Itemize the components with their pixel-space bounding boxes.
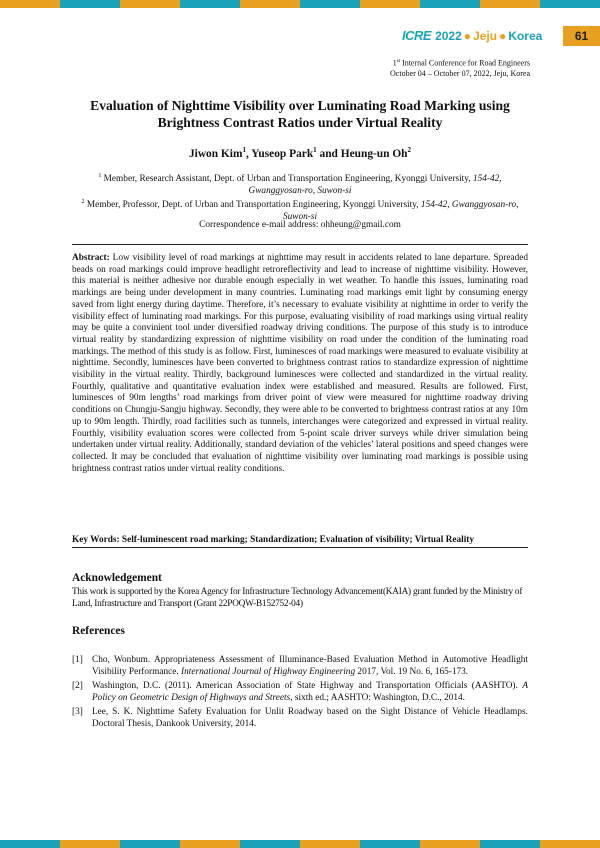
reference-number: [2]: [72, 681, 83, 691]
conf-ordinal: 1: [392, 58, 397, 68]
acknowledgement-text: This work is supported by the Korea Agency for Infrastructure Technology Advancement(KAIA) grant funded by the Ministry of Land, Infrastructure and Transport (Grant 22POQW-B152752-04): [72, 587, 523, 609]
reference-text: [92, 680, 528, 704]
affil-address: 154-42, Gwanggyosan-ro, Suwon-si: [248, 174, 502, 197]
reference-item: [72, 706, 528, 730]
author-name: Heung-un Oh: [340, 147, 408, 160]
keywords: Key Words: Self-luminescent road marking; Standardization; Evaluation of visibility; Virtual Reality: [72, 535, 475, 545]
conf-ordinal-suffix: st: [396, 59, 401, 64]
page-number-badge: 61: [563, 26, 600, 46]
icre-logo-mark: ICRE: [402, 28, 432, 43]
reference-body: Lee, S. K. Nighttime Safety Evaluation for Unlit Roadway based on the Sight Distance of Vehicle Headlamps. Doctoral Thesis, Dankook University, 2014.: [92, 707, 528, 729]
reference-number: [3]: [72, 707, 83, 717]
conference-city: Jeju: [473, 28, 498, 43]
affiliation-1: [72, 170, 528, 197]
reference-list: [72, 654, 528, 732]
acknowledgement-heading: Acknowledgement: [72, 572, 162, 584]
abstract-label: Abstract:: [72, 253, 110, 263]
affil-text: Member, Research Assistant, Dept. of Urban and Transportation Engineering, Kyonggi University,: [101, 174, 473, 185]
conf-dates: October 04 – October 07, 2022, Jeju, Korea: [390, 68, 530, 78]
conference-country: Korea: [508, 28, 543, 43]
bullet-dot-icon: ●: [463, 28, 472, 43]
bottom-color-stripe: [0, 840, 600, 848]
author-name: Yuseop Park: [251, 147, 314, 160]
reference-details: 2017, Vol. 19 No. 6, 165-173.: [355, 667, 469, 677]
abstract: [72, 253, 528, 475]
author-affil-sup: 1: [313, 146, 317, 154]
reference-source: International Journal of Highway Engineering: [181, 667, 356, 677]
references-heading: References: [72, 625, 125, 637]
divider: [72, 547, 528, 548]
author-separator: and: [316, 147, 341, 160]
affil-address: 154-42, Gwanggyosan-ro, Suwon-si: [282, 200, 519, 223]
conf-name: Internal Conference for Road Engineers: [400, 58, 530, 68]
author-affil-sup: 2: [407, 146, 412, 154]
reference-text: [92, 706, 528, 730]
author-affil-sup: 1: [242, 146, 246, 154]
bullet-dot-icon: ●: [499, 28, 507, 43]
author-list: [60, 146, 540, 160]
affil-text: Member, Professor, Dept. of Urban and Transportation Engineering, Kyonggi University,: [84, 200, 421, 211]
reference-item: [72, 680, 528, 704]
reference-item: [72, 654, 528, 678]
affil-sup: 1: [98, 173, 102, 179]
conference-logo: [402, 28, 542, 43]
divider: [72, 244, 528, 245]
reference-text: [92, 654, 528, 678]
reference-body: Washington, D.C. (2011). American Association of State Highway and Transportation Officials (AASHTO).: [92, 681, 523, 691]
author-name: Jiwon Kim: [188, 147, 243, 160]
reference-details: , sixth ed.; AASHTO: Washington, D.C., 2014.: [290, 693, 466, 703]
correspondence-email: Correspondence e-mail address: ohheung@gmail.com: [199, 220, 401, 230]
abstract-text: Low visibility level of road markings at nighttime may result in accidents related to lane departure. Spreaded beads on road markings could improve headlight retroreflectivity and lead to increase of nighttime visibility. However, this material is neither adhesive nor durable enough especially in wet weather. To handle this issues, luminating road markings are being under development in many countries. Luminating road markings emit light by consuming energy saved from light energy during daytime. Therefore, it’s necessary to evaluate visibility at nighttime in order to verify the visibility effect of luminating road markings. For this purpose, evaluating visibility of road markings using virtual reality may be quite a convinient tool under diversified roadway driving conditions. The purpose of this study is to introduce virtual reality by standardizing expression of nighttime visibility on road under the condition of the luminating road markings. The method of this study is as follow. First, luminesces of road markings were measured to evaluate visibility at nighttime. Secondly, luminesces have been converted to brightness contrast ratios to standardize expression of nighttime visibility in the virtual reality. Thirdly, background luminesces were collected and standardized in the virtual reality. Fourthly, qualitative and quantitative evaluation index were established and measured. Results are followed. First, luminesces of 90m lengths’ road markings from driver point of view were measured for nighttime roadway driving conditions on Chungju-Sangju highway. Secondly, they were able to be converted to brightness contrast ratios at any 10m up to 90m length. Thirdly, road facilities such as tunnels, interchanges were categorized and expressed in virtual reality. Fourthly, visibility evaluation scores were collected from 5-point scale driver surveys while driver simulation being undertaken under virtual reality. Additionally, standard deviation of the vehicles’ lateral positions and speed changes were collected. It may be concluded that evaluation of nighttime visibility over luminating road markings is possible using brightness contrast ratios under virtual reality conditions.: [72, 253, 528, 474]
affil-sup: 2: [81, 199, 85, 205]
conference-info: [390, 57, 530, 79]
conference-year: 2022: [435, 28, 462, 43]
author-separator: ,: [245, 147, 252, 160]
reference-number: [1]: [72, 655, 83, 665]
top-color-stripe: [0, 0, 600, 8]
reference-source: A Policy on Geometric Design of Highways and Streets: [92, 681, 528, 703]
reference-body: Cho, Wonbum. Appropriateness Assessment of Illuminance-Based Evaluation Method in Automotive Headlight Visibility Performance.: [92, 655, 528, 677]
paper-title: Evaluation of Nighttime Visibility over Luminating Road Marking using Brightness Contrast Ratios under Virtual Reality: [90, 98, 510, 130]
